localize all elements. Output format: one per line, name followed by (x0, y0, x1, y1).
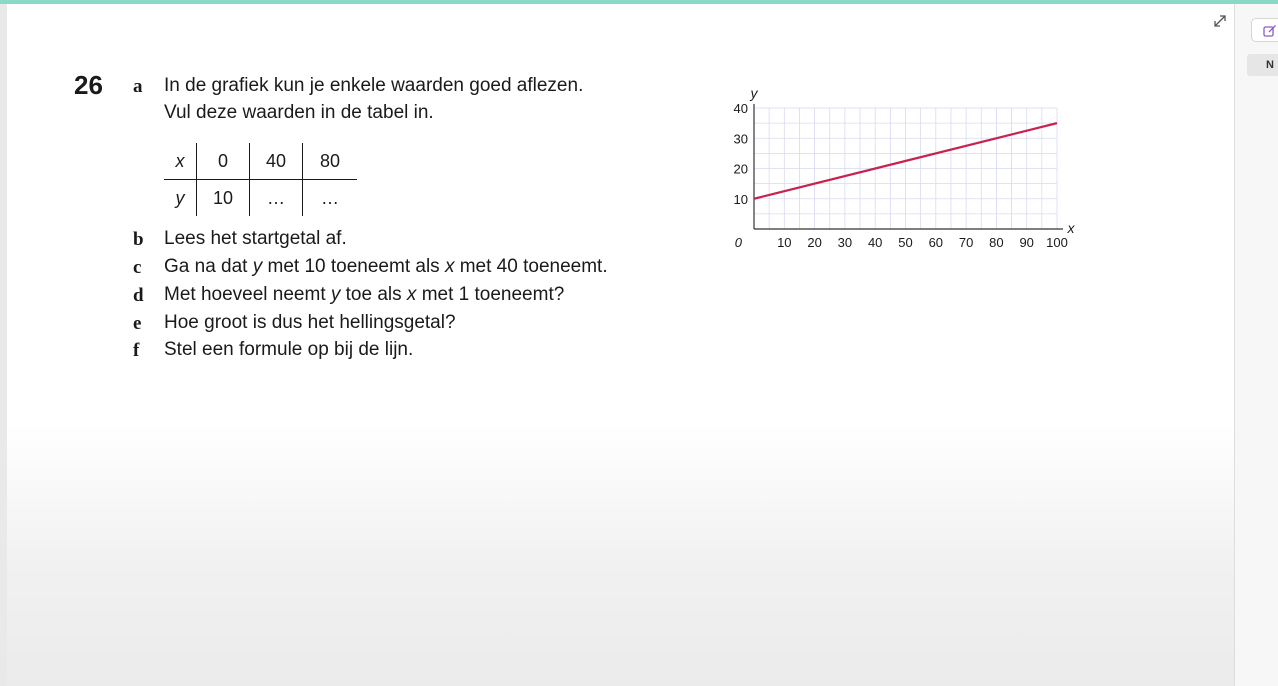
x-tick-label: 40 (867, 235, 883, 250)
y-axis-label: y (750, 85, 758, 101)
table-cell: … (321, 187, 339, 208)
part-e-letter: e (133, 313, 142, 334)
value-table (164, 143, 357, 216)
origin-label: 0 (734, 235, 742, 250)
variable-y: y (330, 284, 341, 305)
part-a-line1: In de grafiek kun je enkele waarden goed aflezen. (164, 75, 584, 96)
table-cell: … (250, 180, 303, 217)
exercise-number: 26 (74, 70, 103, 100)
text-fragment: met 40 toeneemt. (454, 256, 608, 277)
part-a-line2: Vul deze waarden in de tabel in. (164, 102, 434, 123)
x-tick-label: 30 (837, 235, 853, 250)
text-fragment: met 1 toeneemt? (416, 284, 565, 305)
x-axis-label: x (1067, 220, 1075, 236)
y-tick-label: 30 (733, 131, 748, 147)
x-tick-label: 50 (898, 235, 913, 250)
y-tick-label: 10 (733, 191, 748, 207)
table-cell: 0 (197, 143, 250, 180)
part-d-text (164, 284, 564, 306)
right-side-panel (1234, 4, 1278, 686)
y-tick-label: 40 (733, 101, 748, 116)
text-fragment: Ga na dat (164, 256, 253, 277)
table-cell: 10 (197, 180, 250, 217)
part-d-letter: d (133, 285, 144, 306)
variable-x: x (444, 256, 455, 277)
x-tick-label: 20 (807, 235, 822, 250)
variable-y: y (252, 256, 263, 277)
row-label-y: y (164, 180, 197, 217)
line-graph (720, 78, 1090, 258)
edit-icon (1263, 24, 1277, 38)
side-chip[interactable]: N (1247, 54, 1278, 76)
table-cell: 80 (303, 143, 358, 180)
x-tick-label: 80 (989, 235, 1004, 250)
table-row-x (164, 143, 357, 180)
text-fragment: Met hoeveel neemt (164, 284, 331, 305)
part-f-text: Stel een formule op bij de lijn. (164, 339, 414, 360)
part-c-letter: c (133, 257, 142, 278)
row-label-x: x (164, 143, 197, 180)
x-tick-label: 10 (777, 235, 792, 250)
part-f-letter: f (133, 340, 140, 361)
table-row-y (164, 180, 357, 217)
edit-button[interactable] (1251, 18, 1278, 42)
left-margin (0, 4, 7, 686)
variable-x: x (406, 284, 417, 305)
part-b-text: Lees het startgetal af. (164, 228, 347, 249)
part-b-letter: b (133, 229, 144, 250)
part-c-text (164, 256, 608, 278)
x-tick-label: 70 (958, 235, 974, 250)
expand-icon[interactable] (1212, 13, 1228, 34)
x-tick-label: 60 (928, 235, 944, 250)
table-cell: 40 (250, 143, 303, 180)
text-fragment: met 10 toeneemt als (262, 256, 445, 277)
x-tick-label: 100 (1046, 235, 1068, 250)
part-e-text: Hoe groot is dus het hellingsgetal? (164, 312, 456, 333)
part-a-letter: a (133, 76, 143, 97)
y-tick-label: 20 (733, 161, 748, 177)
x-tick-label: 90 (1019, 235, 1034, 250)
text-fragment: toe als (340, 284, 407, 305)
